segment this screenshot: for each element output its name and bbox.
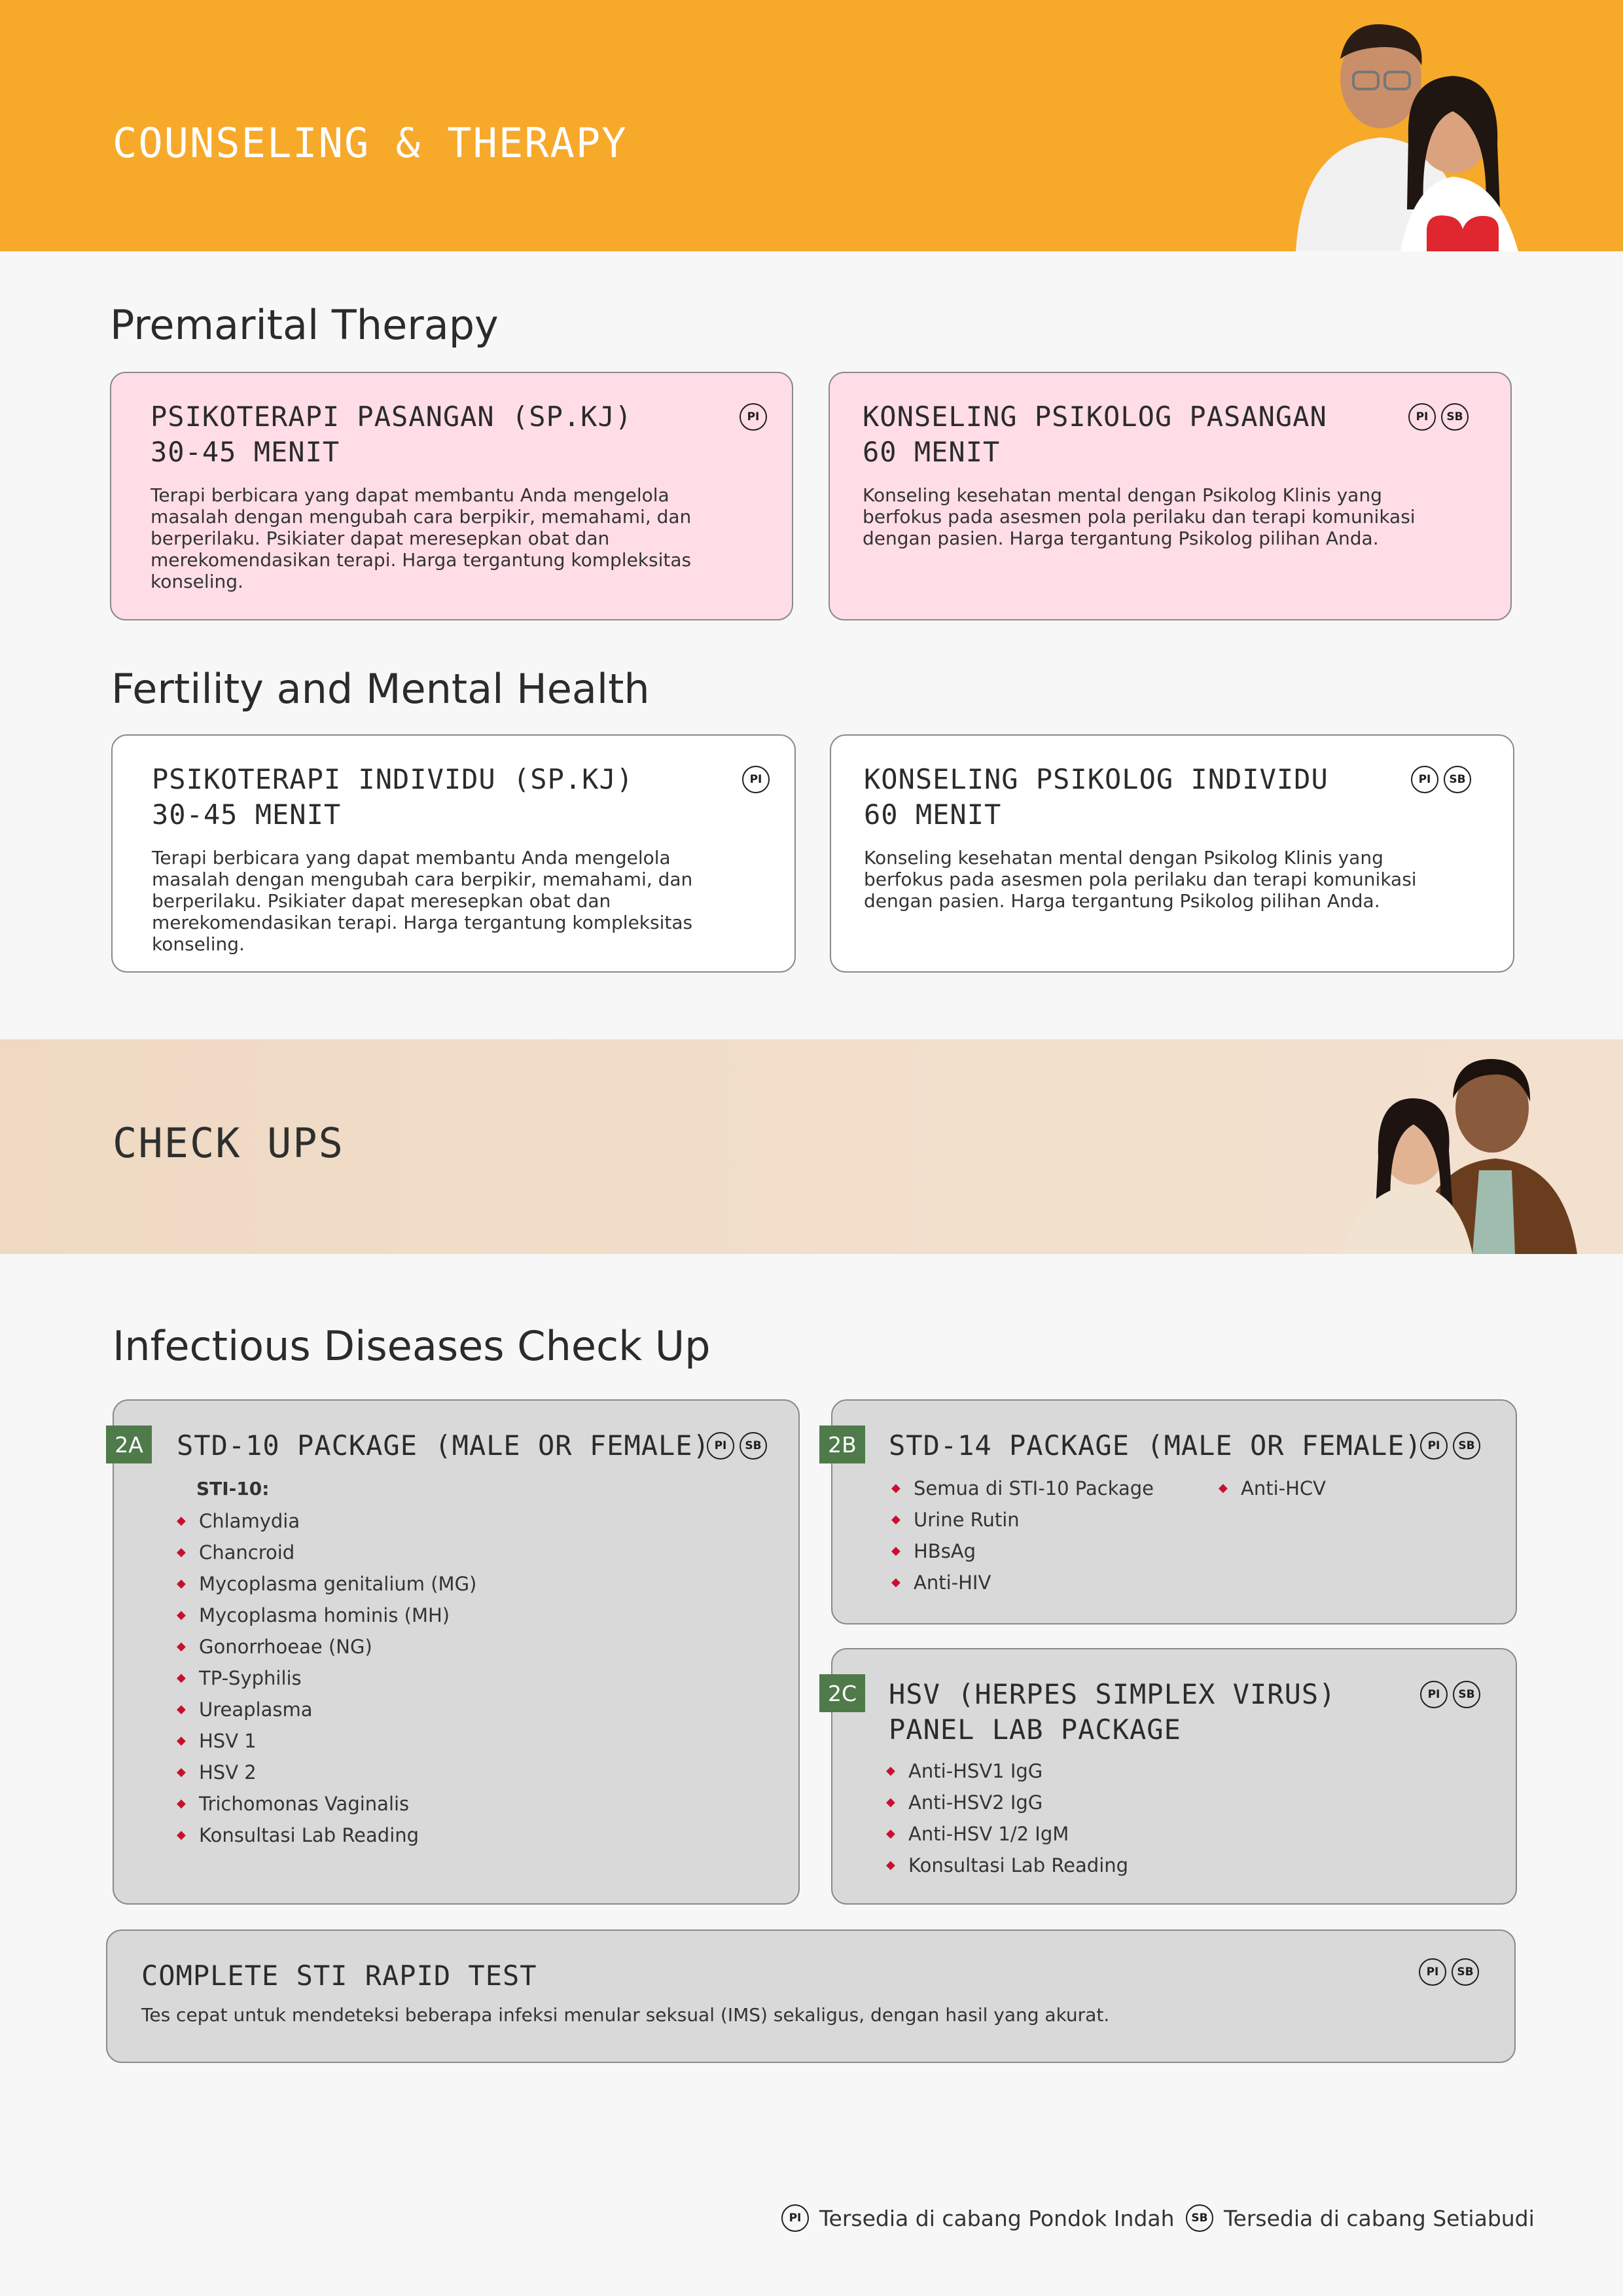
list-item: ◆ TP-Syphilis — [177, 1662, 476, 1694]
sb-badge-icon: SB — [1453, 1681, 1480, 1708]
list-item: ◆ Anti-HSV1 IgG — [886, 1755, 1128, 1787]
list-item: ◆ Mycoplasma hominis (MH) — [177, 1600, 476, 1631]
card-description: Tes cepat untuk mendeteksi beberapa infeksi menular seksual (IMS) sekaligus, dengan hasil yang akurat. — [141, 2004, 1110, 2026]
availability-badges — [1411, 766, 1471, 793]
list-item: ◆ Mycoplasma genitalium (MG) — [177, 1568, 476, 1600]
list-item: ◆ HSV 1 — [177, 1725, 476, 1757]
pi-badge-icon: PI — [1420, 1681, 1448, 1708]
list-item: ◆ Anti-HSV 1/2 IgM — [886, 1818, 1128, 1850]
hsv-items-list — [886, 1755, 1128, 1881]
checkups-banner — [0, 1039, 1623, 1254]
pi-badge-icon: PI — [781, 2204, 809, 2232]
code-tag-2a: 2A — [106, 1426, 152, 1463]
card-title: HSV (HERPES SIMPLEX VIRUS) PANEL LAB PACKAGE — [889, 1678, 1336, 1746]
counseling-banner — [0, 0, 1623, 251]
card-title: STD-14 PACKAGE (MALE OR FEMALE) — [889, 1429, 1422, 1462]
availability-badges — [1420, 1681, 1480, 1708]
konseling-pasangan-card — [829, 372, 1512, 620]
std14-items-left — [891, 1473, 1154, 1598]
card-description: Konseling kesehatan mental dengan Psikolog Klinis yang berfokus pada asesmen pola perilaku dan terapi komunikasi dengan pasien. Harga tergantung Psikolog pilihan Anda. — [863, 484, 1416, 549]
card-title: KONSELING PSIKOLOG INDIVIDU 60 MENIT — [864, 763, 1329, 831]
list-item: ◆ Urine Rutin — [891, 1504, 1154, 1535]
psikoterapi-individu-card — [111, 734, 796, 973]
rapid-test-card — [106, 1929, 1516, 2063]
sb-badge-icon: SB — [1452, 1958, 1479, 1986]
card-description: Terapi berbicara yang dapat membantu Anda mengelola masalah dengan mengubah cara berpikir, memahami, dan berperilaku. Psikiater dapat meresepkan obat dan merekomendasikan terapi. Harga tergantung kompleksitas konseling. — [152, 847, 693, 955]
availability-badges — [742, 766, 770, 793]
sb-badge-icon: SB — [740, 1432, 767, 1460]
list-item: ◆ Gonorrhoeae (NG) — [177, 1631, 476, 1662]
list-item: ◆ Anti-HCV — [1219, 1473, 1326, 1504]
legend-pi-text: Tersedia di cabang Pondok Indah — [819, 2205, 1175, 2231]
code-tag-2c: 2C — [819, 1674, 865, 1712]
std10-package-card — [113, 1399, 800, 1905]
sb-badge-icon: SB — [1453, 1432, 1480, 1460]
availability-badges — [740, 403, 767, 431]
couple-photo-checkups — [1315, 1046, 1590, 1254]
list-item: ◆ Ureaplasma — [177, 1694, 476, 1725]
list-item: ◆ Anti-HSV2 IgG — [886, 1787, 1128, 1818]
fertility-heading: Fertility and Mental Health — [111, 665, 650, 713]
availability-badges — [1420, 1432, 1480, 1460]
psikoterapi-pasangan-card — [110, 372, 793, 620]
pi-badge-icon: PI — [742, 766, 770, 793]
card-title: STD-10 PACKAGE (MALE OR FEMALE) — [177, 1429, 710, 1462]
card-title: PSIKOTERAPI PASANGAN (SP.KJ) 30-45 MENIT — [151, 401, 633, 468]
sb-badge-icon: SB — [1441, 403, 1469, 431]
konseling-individu-card — [830, 734, 1514, 973]
checkups-banner-title: CHECK UPS — [113, 1119, 344, 1167]
card-description: Terapi berbicara yang dapat membantu Anda mengelola masalah dengan mengubah cara berpikir, memahami, dan berperilaku. Psikiater dapat meresepkan obat dan merekomendasikan terapi. Harga tergantung kompleksitas konseling. — [151, 484, 692, 592]
code-tag-2b: 2B — [819, 1426, 865, 1463]
list-item: ◆ Konsultasi Lab Reading — [177, 1820, 476, 1851]
pi-badge-icon: PI — [740, 403, 767, 431]
card-title: KONSELING PSIKOLOG PASANGAN 60 MENIT — [863, 401, 1327, 468]
list-item: ◆ HSV 2 — [177, 1757, 476, 1788]
pi-badge-icon: PI — [1408, 403, 1436, 431]
legend-setiabudi — [1186, 2204, 1535, 2232]
list-item: ◆ Konsultasi Lab Reading — [886, 1850, 1128, 1881]
availability-badges — [1408, 403, 1469, 431]
std14-items-right — [1219, 1473, 1326, 1504]
list-item: ◆ Chlamydia — [177, 1505, 476, 1537]
pi-badge-icon: PI — [1420, 1432, 1448, 1460]
availability-badges — [1419, 1958, 1479, 1986]
sti10-label: STI-10: — [196, 1478, 270, 1499]
list-item: ◆ Semua di STI-10 Package — [891, 1473, 1154, 1504]
infectious-heading: Infectious Diseases Check Up — [113, 1322, 711, 1370]
sb-badge-icon: SB — [1186, 2204, 1213, 2232]
card-description: Konseling kesehatan mental dengan Psikolog Klinis yang berfokus pada asesmen pola perilaku dan terapi komunikasi dengan pasien. Harga tergantung Psikolog pilihan Anda. — [864, 847, 1417, 912]
sb-badge-icon: SB — [1444, 766, 1471, 793]
premarital-heading: Premarital Therapy — [110, 301, 499, 349]
card-title: PSIKOTERAPI INDIVIDU (SP.KJ) 30-45 MENIT — [152, 763, 634, 831]
couple-photo — [1257, 13, 1544, 251]
availability-badges — [707, 1432, 767, 1460]
pi-badge-icon: PI — [1411, 766, 1438, 793]
card-title: COMPLETE STI RAPID TEST — [141, 1960, 537, 1992]
list-item: ◆ Anti-HIV — [891, 1567, 1154, 1598]
counseling-banner-title: COUNSELING & THERAPY — [113, 119, 628, 167]
std14-package-card — [831, 1399, 1517, 1624]
pi-badge-icon: PI — [707, 1432, 734, 1460]
hsv-package-card — [831, 1648, 1517, 1905]
legend-pondok-indah — [781, 2204, 1175, 2232]
pi-badge-icon: PI — [1419, 1958, 1446, 1986]
std10-items-list — [177, 1505, 476, 1851]
legend-sb-text: Tersedia di cabang Setiabudi — [1224, 2205, 1535, 2231]
list-item: ◆ Chancroid — [177, 1537, 476, 1568]
list-item: ◆ HBsAg — [891, 1535, 1154, 1567]
list-item: ◆ Trichomonas Vaginalis — [177, 1788, 476, 1820]
